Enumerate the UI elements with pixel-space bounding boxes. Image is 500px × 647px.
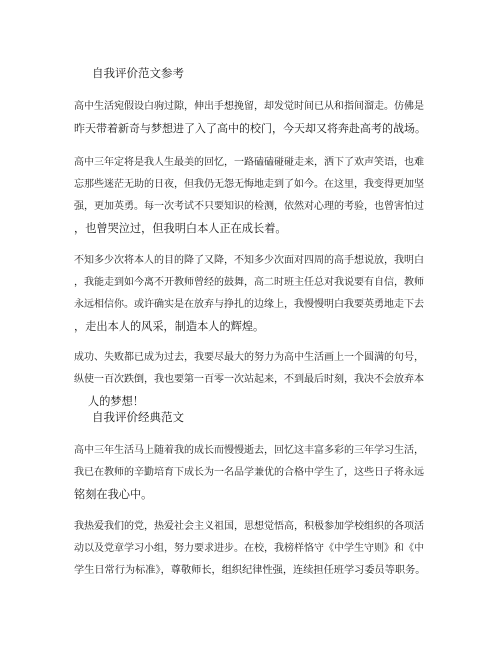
paragraph	[74, 152, 426, 240]
text-line: 人的梦想！	[88, 395, 144, 408]
section-title-reference: 自我评价范文参考	[92, 66, 184, 80]
paragraph	[74, 96, 426, 140]
text-line: ，也曾哭泣过，但我明白本人正在成长着。	[74, 222, 287, 235]
text-line: 强，更加英勇。每一次考试不只要知识的检测，依然对心理的考验，也曾害怕过	[74, 201, 424, 212]
text-line: 高中生活宛假设白驹过隙，伸出手想挽留，却发觉时间已从和指间溜走。仿佛是	[74, 101, 424, 112]
text-line: 我已在教师的辛勤培育下成长为一名品学兼优的合格中学生了，这些日子将永远	[74, 467, 424, 478]
paragraph	[74, 347, 426, 413]
text-line: 不知多少次将本人的目的降了又降，不知多少次面对四周的高手想说放，我明白	[74, 255, 424, 266]
text-line: ，走出本人的风采，制造本人的辉煌。	[74, 320, 265, 333]
text-line: 忘那些迷茫无助的日夜，但我仍无怨无悔地走到了如今。在这里，我变得更加坚	[74, 179, 424, 190]
text-line: 铭刻在我心中。	[74, 488, 153, 501]
paragraph	[74, 440, 426, 506]
text-line: 永远相信你。或许确实是在放弃与挣扎的边缘上，我慢慢明白我要英勇地走下去	[74, 299, 424, 310]
text-line: ，我能走到如今离不开教师曾经的鼓舞，高二时班主任总对我说要有自信，教师	[74, 277, 424, 288]
text-line: 学生日常行为标准》，尊敬师长，组织纪律性强，连续担任班学习委员等职务。	[74, 565, 426, 576]
text-line: 高中三年生活马上随着我的成长而慢慢逝去，回忆这丰富多彩的三年学习生活，	[74, 445, 424, 456]
paragraph	[74, 250, 426, 338]
text-line: 动以及党章学习小组，努力要求进步。在校，我榜样恪守《中学生守则》和《中	[74, 543, 424, 554]
text-line: 高中三年定将是我人生最美的回忆，一路磕磕碰碰走来，洒下了欢声笑语，也难	[74, 157, 424, 168]
section-title-classic: 自我评价经典范文	[92, 410, 184, 424]
text-line: 纵使一百次跌倒，我也要第一百零一次站起来，不到最后时刻，我决不会放弃本	[74, 374, 424, 385]
text-line: 昨天带着新奇与梦想进了入了高中的校门，今天却又将奔赴高考的战场。	[74, 122, 426, 135]
text-line: 我热爱我们的党，热爱社会主义祖国，思想觉悟高，积极参加学校组织的各项活	[74, 521, 424, 532]
paragraph	[74, 516, 426, 582]
text-line: 成功、失败都已成为过去，我要尽最大的努力为高中生活画上一个圆满的句号，	[74, 352, 424, 363]
